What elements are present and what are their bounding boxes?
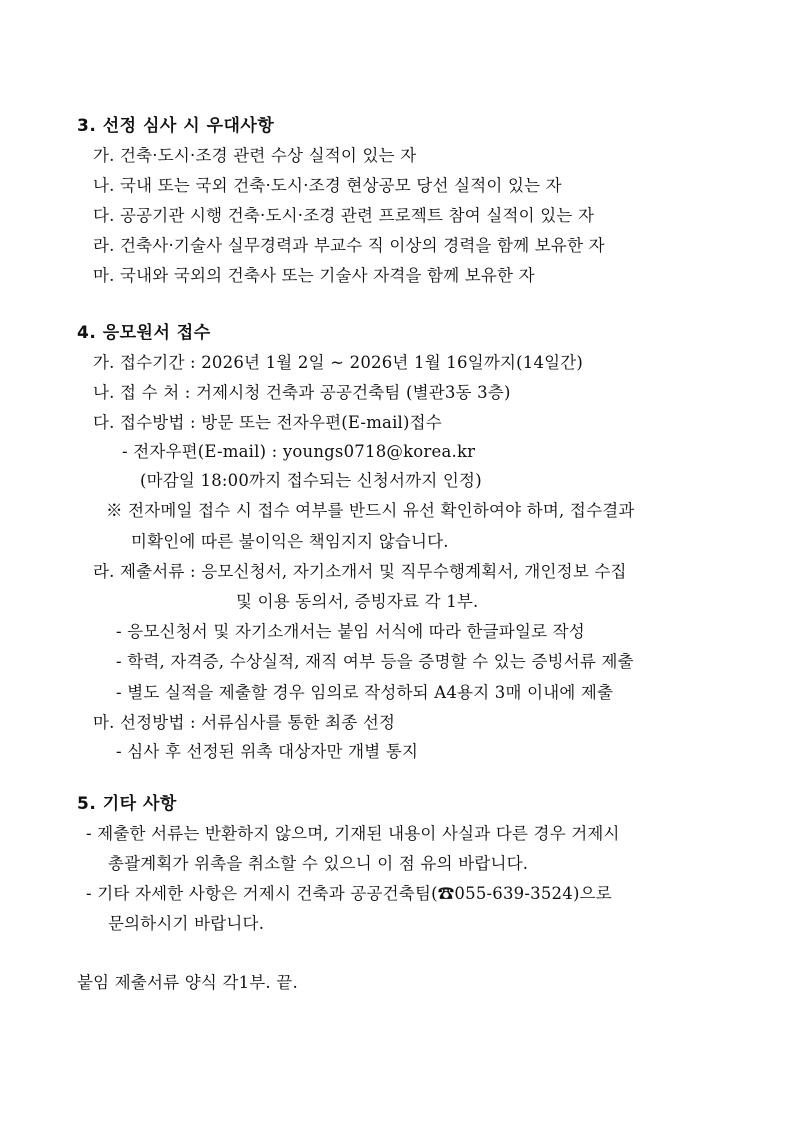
- section-3-item-1: 가. 건축·도시·조경 관련 수상 실적이 있는 자: [93, 146, 417, 165]
- etc-item-1-line-2: 총괄계획가 위촉을 취소할 수 있으니 이 점 유의 바랍니다.: [108, 854, 529, 873]
- selection-method: 마. 선정방법 : 서류심사를 통한 최종 선정: [93, 713, 396, 732]
- application-period: 가. 접수기간 : 2026년 1월 2일 ~ 2026년 1월 16일까지(14일간): [93, 353, 584, 372]
- attachment-note: 붙임 제출서류 양식 각1부. 끝.: [77, 973, 298, 992]
- deadline-note: (마감일 18:00까지 접수되는 신청서까지 인정): [140, 471, 482, 490]
- etc-item-2-line-2: 문의하시기 바랍니다.: [108, 914, 265, 933]
- notice-line-2: 미확인에 따른 불이익은 책임지지 않습니다.: [131, 532, 449, 551]
- documents-bullet-1: - 응모신청서 및 자기소개서는 붙임 서식에 따라 한글파일로 작성: [116, 622, 585, 641]
- notice-line-1: ※ 전자메일 접수 시 접수 여부를 반드시 유선 확인하여야 하며, 접수결과: [106, 501, 635, 520]
- etc-item-2-line-1: - 기타 자세한 사항은 거제시 건축과 공공건축팀(☎055-639-3524)으로: [86, 884, 612, 903]
- application-place: 나. 접 수 처 : 거제시청 건축과 공공건축팀 (별관3동 3층): [93, 383, 511, 402]
- application-method: 다. 접수방법 : 방문 또는 전자우편(E-mail)접수: [93, 413, 442, 432]
- section-4-heading: 4. 응모원서 접수: [77, 323, 211, 343]
- section-5-heading: 5. 기타 사항: [77, 794, 177, 814]
- documents-bullet-2: - 학력, 자격증, 수상실적, 재직 여부 등을 증명할 수 있는 증빙서류 제출: [116, 652, 634, 671]
- documents-bullet-3: - 별도 실적을 제출할 경우 임의로 작성하되 A4용지 3매 이내에 제출: [116, 683, 614, 702]
- section-3-item-3: 다. 공공기관 시행 건축·도시·조경 관련 프로젝트 참여 실적이 있는 자: [93, 206, 595, 225]
- section-3-heading: 3. 선정 심사 시 우대사항: [77, 116, 275, 136]
- section-3-item-4: 라. 건축사·기술사 실무경력과 부교수 직 이상의 경력을 함께 보유한 자: [93, 236, 605, 255]
- application-email: - 전자우편(E-mail) : youngs0718@korea.kr: [122, 442, 476, 461]
- section-3-item-2: 나. 국내 또는 국외 건축·도시·조경 현상공모 당선 실적이 있는 자: [93, 176, 562, 195]
- etc-item-1-line-1: - 제출한 서류는 반환하지 않으며, 기재된 내용이 사실과 다른 경우 거제시: [86, 824, 620, 843]
- selection-bullet: - 심사 후 선정된 위촉 대상자만 개별 통지: [116, 742, 419, 761]
- documents-line-1: 라. 제출서류 : 응모신청서, 자기소개서 및 직무수행계획서, 개인정보 수집: [93, 562, 627, 581]
- documents-line-2: 및 이용 동의서, 증빙자료 각 1부.: [236, 592, 479, 611]
- section-3-item-5: 마. 국내와 국외의 건축사 또는 기술사 자격을 함께 보유한 자: [93, 266, 535, 285]
